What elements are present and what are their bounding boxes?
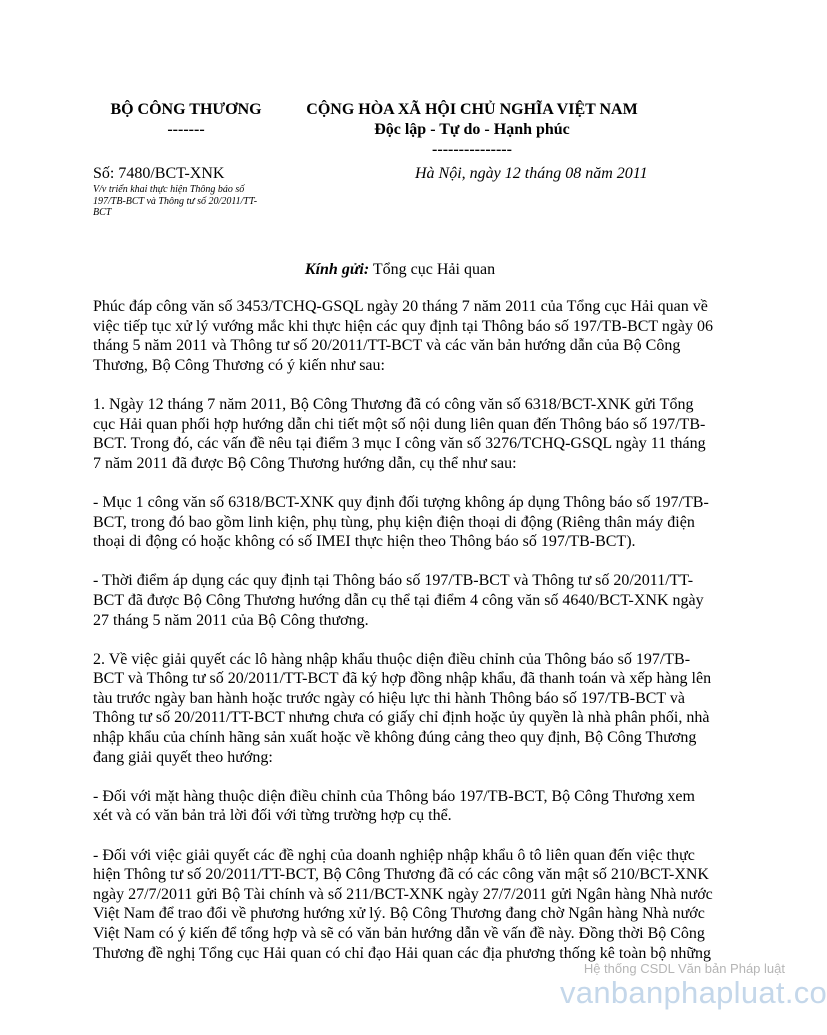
- text-line: tàu trước ngày ban hành hoặc trước ngày có hiệu lực thi hành Thông báo số 197/TB-BCT và: [93, 689, 685, 707]
- addressee: [0, 261, 800, 279]
- text-line: - Đối với việc giải quyết các đề nghị của doanh nghiệp nhập khẩu ô tô liên quan đến việc thực: [93, 846, 695, 864]
- subject-line: BCT: [93, 207, 112, 218]
- issuer-rule: -------: [167, 121, 205, 138]
- text-line: thoại di động có hoặc không có số IMEI thực hiện theo Thông báo số 197/TB-BCT).: [93, 533, 636, 551]
- text-line: BCT. Trong đó, các vấn đề nêu tại điểm 3 mục I công văn số 3276/TCHQ-GSQL ngày 11 tháng: [93, 435, 706, 453]
- national-header: [296, 100, 648, 160]
- paragraph: [93, 395, 713, 473]
- subject-line: 197/TB-BCT và Thông tư số 20/2011/TT-: [93, 195, 258, 207]
- subject-line: V/v triển khai thực hiện Thông báo số: [93, 184, 245, 195]
- text-line: nhập khẩu của chính hãng sản xuất hoặc về không đúng cảng theo quy định, Bộ Công Thương: [93, 729, 697, 747]
- text-line: Phúc đáp công văn số 3453/TCHQ-GSQL ngày 20 tháng 7 năm 2011 của Tổng cục Hải quan về: [93, 298, 708, 315]
- country-name: CỘNG HÒA XÃ HỘI CHỦ NGHĨA VIỆT NAM: [306, 101, 638, 118]
- text-line: Việt Nam để trao đổi về phương hướng xử lý. Bộ Công Thương đang chờ Ngân hàng Nhà nước: [93, 905, 705, 923]
- national-motto: Độc lập - Tự do - Hạnh phúc: [374, 121, 570, 138]
- text-line: 2. Về việc giải quyết các lô hàng nhập khẩu thuộc diện điều chỉnh của Thông báo số 197/TB-: [93, 650, 691, 668]
- paragraph: [93, 787, 713, 826]
- text-line: Việt Nam có ý kiến để tổng hợp và sẽ có văn bản hướng dẫn về vấn đề này. Đồng thời Bộ Công: [93, 925, 705, 942]
- text-line: - Thời điểm áp dụng các quy định tại Thông báo số 197/TB-BCT và Thông tư số 20/2011/TT-: [93, 572, 694, 590]
- paragraph: [93, 297, 713, 375]
- motto-rule: ---------------: [432, 141, 512, 158]
- addressee-label: Kính gửi:: [304, 261, 370, 278]
- paragraph: [93, 493, 713, 552]
- text-line: - Đối với mặt hàng thuộc diện điều chỉnh của Thông báo 197/TB-BCT, Bộ Công Thương xem: [93, 787, 695, 805]
- text-line: Thương đề nghị Tổng cục Hải quan có chỉ đạo Hải quan các địa phương thống kê toàn bộ những: [93, 944, 712, 962]
- text-line: BCT, trong đó bao gồm linh kiện, phụ tùng, phụ kiện điện thoại di động (Riêng thân máy điện: [93, 513, 695, 531]
- text-line: - Mục 1 công văn số 6318/BCT-XNK quy định đối tượng không áp dụng Thông báo số 197/TB-: [93, 493, 709, 511]
- text-line: 1. Ngày 12 tháng 7 năm 2011, Bộ Công Thương đã có công văn số 6318/BCT-XNK gửi Tổng: [93, 395, 694, 413]
- text-line: ngày 27/7/2011 gửi Bộ Tài chính và số 211/BCT-XNK ngày 27/7/2011 gửi Ngân hàng Nhà nước: [93, 885, 713, 903]
- text-line: cục Hải quan phối hợp hướng dẫn chi tiết một số nội dung liên quan đến Thông báo số 197/TB-: [93, 415, 706, 433]
- issuer-block: [96, 100, 276, 140]
- text-line: tháng 5 năm 2011 và Thông tư số 20/2011/TT-BCT và các văn bản hướng dẫn của Bộ Công: [93, 337, 681, 355]
- paragraph: [93, 846, 713, 964]
- text-line: hiện Thông tư số 20/2011/TT-BCT, Bộ Công Thương đã có các công văn mật số 210/BCT-XNK: [93, 866, 709, 884]
- text-line: đang giải quyết theo hướng:: [93, 748, 273, 766]
- text-line: Thông tư số 20/2011/TT-BCT nhưng chưa có giấy chỉ định hoặc ủy quyền là nhà phân phối, nhà: [93, 709, 710, 727]
- text-line: BCT đã được Bộ Công Thương hướng dẫn cụ thể tại điểm 4 công văn số 4640/BCT-XNK ngày: [93, 591, 704, 609]
- watermark-caption: Hệ thống CSDL Văn bản Pháp luật: [583, 961, 785, 976]
- paragraph: [93, 571, 713, 630]
- addressee-name: Tổng cục Hải quan: [369, 261, 496, 278]
- text-line: xét và có văn bản trả lời đối với từng trường hợp cụ thể.: [93, 807, 452, 825]
- text-line: Thương, Bộ Công Thương có ý kiến như sau:: [93, 356, 385, 374]
- text-line: 7 năm 2011 đã được Bộ Công Thương hướng dẫn, cụ thể như sau:: [93, 454, 517, 472]
- document-number: Số: 7480/BCT-XNK: [93, 165, 225, 182]
- text-line: 27 tháng 5 năm 2011 của Bộ Công thương.: [93, 611, 369, 629]
- paragraph: [93, 650, 713, 768]
- text-line: BCT và Thông tư số 20/2011/TT-BCT đã ký hợp đồng nhập khẩu, đã thanh toán và xếp hàng lên: [93, 670, 712, 688]
- document-body: [93, 297, 713, 983]
- document-subject: [93, 184, 293, 219]
- issuer-name: BỘ CÔNG THƯƠNG: [110, 101, 262, 118]
- document-date: Hà Nội, ngày 12 tháng 08 năm 2011: [415, 165, 648, 182]
- text-line: việc tiếp tục xử lý vướng mắc khi thực hiện các quy định tại Thông báo số 197/TB-BCT ngày 06: [93, 317, 713, 335]
- watermark-site: vanbanphapluat.co: [560, 975, 827, 1010]
